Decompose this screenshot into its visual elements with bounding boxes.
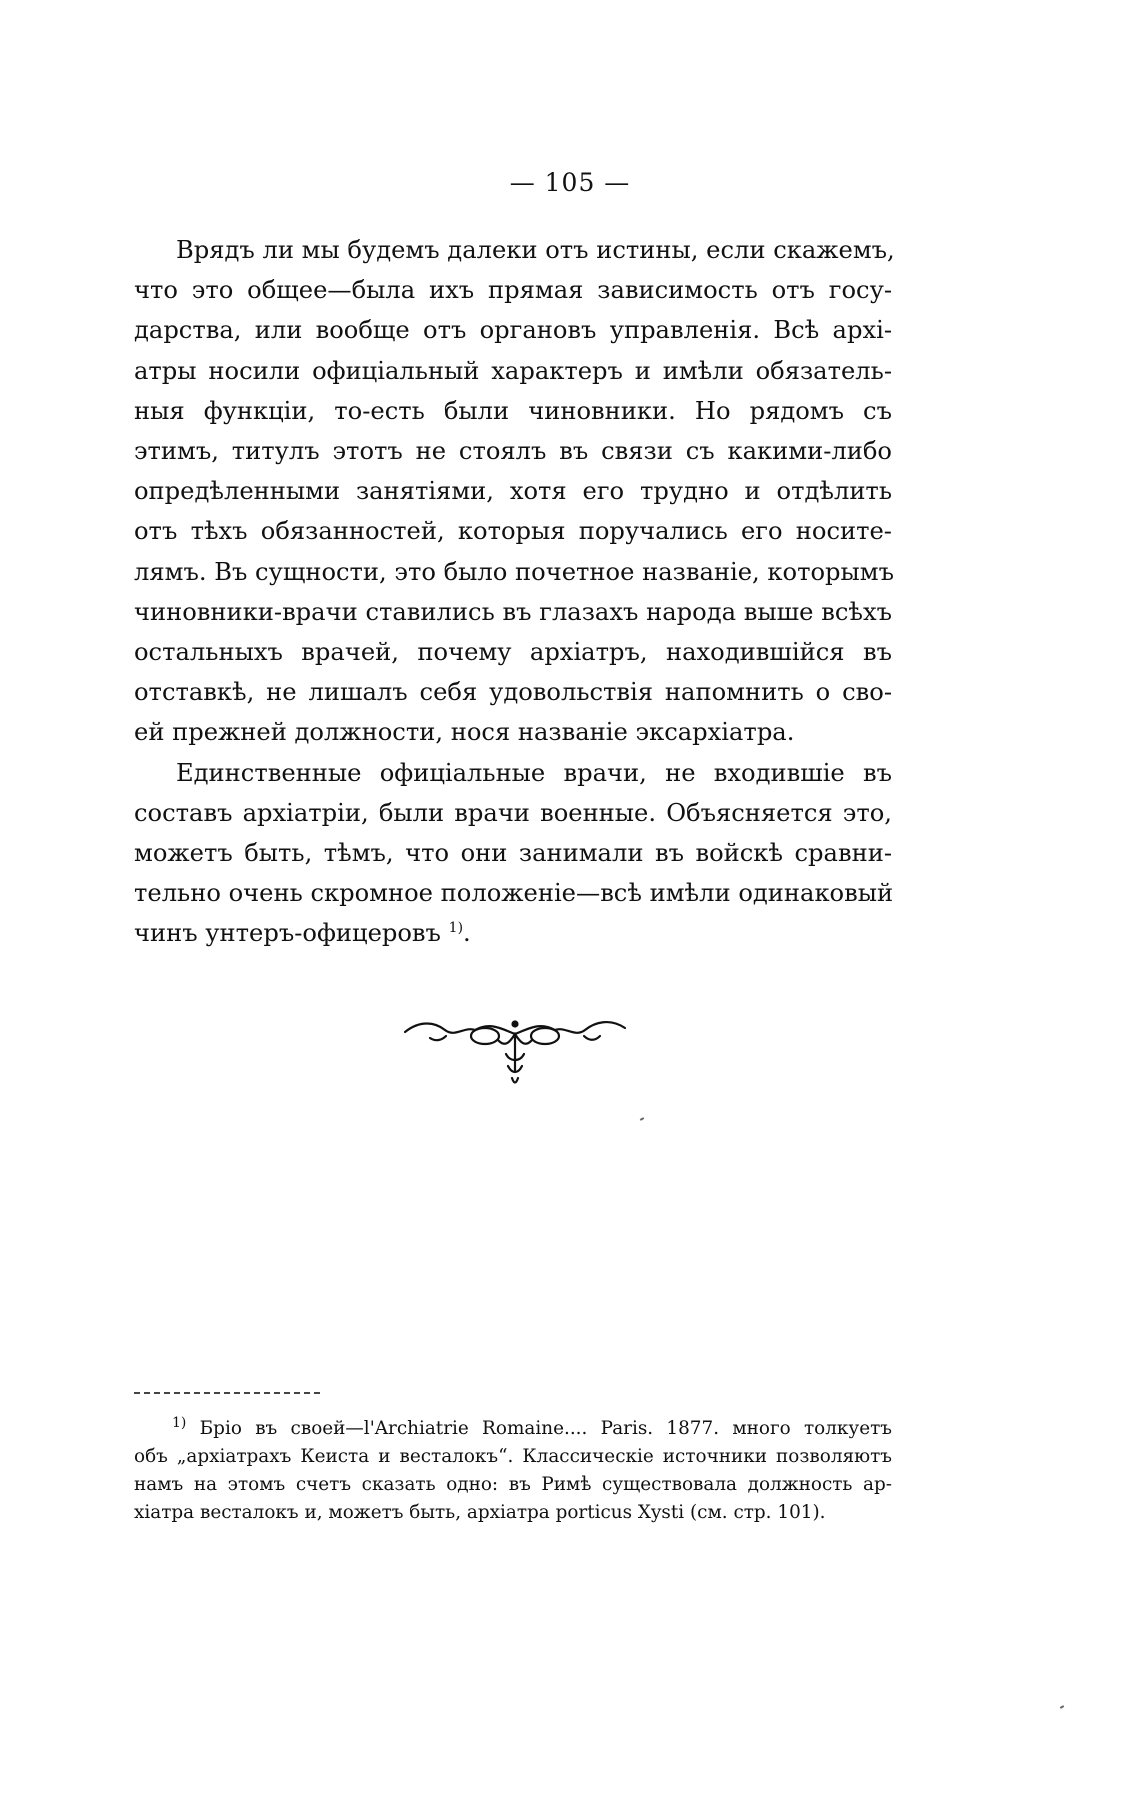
footnote-line-content: Бріо въ своей—l'Archiatrie Romaine.... Paris. 1877. много толкуетъ xyxy=(199,1418,892,1439)
footnote-line: намъ на этомъ счетъ сказать одно: въ Римѣ существовала должность ар- xyxy=(134,1474,892,1495)
text-line: отставкѣ, не лишалъ себя удовольствія напомнить о сво- xyxy=(134,678,892,707)
paragraph-1 xyxy=(134,230,895,753)
text-line: атры носили офиціальный характеръ и имѣли обязатель- xyxy=(134,356,892,385)
text-line: тельно очень скромное положеніе—всѣ имѣли одинаковый xyxy=(134,879,894,908)
text-line: опредѣленными занятіями, хотя его трудно и отдѣлить xyxy=(134,477,892,506)
text-line: можетъ быть, тѣмъ, что они занимали въ войскѣ сравни- xyxy=(134,839,892,868)
text-line: составъ архіатріи, были врачи военные. Объясняется это, xyxy=(134,798,892,827)
footnote xyxy=(134,1415,892,1527)
footnote-line xyxy=(134,1415,892,1443)
text-line: ныя функціи, то-есть были чиновники. Но рядомъ съ xyxy=(134,396,892,425)
page-number: — 105 — xyxy=(509,168,631,197)
text-line-with-footnote-ref: чинъ унтеръ-офицеровъ $^{1)}$. xyxy=(134,919,471,948)
text-line: лямъ. Въ сущности, это было почетное названіе, которымъ xyxy=(134,557,894,586)
footnote-line: объ „архіатрахъ Кеиста и весталокъ“. Классическіе источники позволяютъ xyxy=(134,1446,892,1467)
paragraph-2 xyxy=(134,753,892,954)
text-line: дарства, или вообще отъ органовъ управленія. Всѣ архі- xyxy=(134,316,892,345)
footnote-line: хіатра весталокъ и, можетъ быть, архіатра porticus Xysti (см. стр. 101). xyxy=(134,1502,826,1523)
footnote-separator xyxy=(134,1392,320,1396)
footnote-marker: 1) xyxy=(172,1414,187,1431)
text-line: ей прежней должности, нося названіе эксархіатра. xyxy=(134,718,795,747)
text-line: этимъ, титулъ этотъ не стоялъ въ связи съ какими-либо xyxy=(134,437,892,466)
scan-speck xyxy=(1060,1705,1064,1709)
footnote-reference[interactable]: 1) xyxy=(448,920,464,937)
text-line: отъ тѣхъ обязанностей, которыя поручались его носите- xyxy=(134,517,892,546)
floral-scroll-ornament-icon xyxy=(400,1010,630,1090)
text-line: что это общее—была ихъ прямая зависимость отъ госу- xyxy=(134,276,892,305)
text-line: остальныхъ врачей, почему архіатръ, находившійся въ xyxy=(134,638,892,667)
scan-speck xyxy=(640,1117,644,1121)
main-text xyxy=(134,230,895,954)
text-line: Единственные офиціальные врачи, не входившіе въ xyxy=(176,758,892,787)
text-line-content: чинъ унтеръ-офицеровъ xyxy=(134,919,441,948)
text-line: Врядъ ли мы будемъ далеки отъ истины, если скажемъ, xyxy=(176,236,895,264)
text-line: чиновники-врачи ставились въ глазахъ народа выше всѣхъ xyxy=(134,597,892,626)
